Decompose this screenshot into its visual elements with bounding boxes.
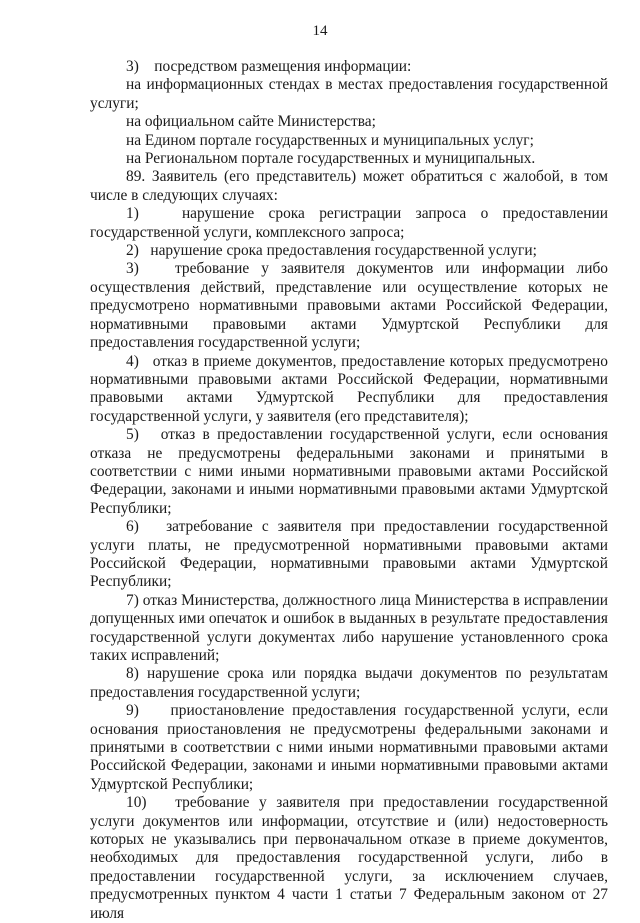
paragraph: на Региональном портале государственных и муниципальных. — [126, 150, 536, 168]
paragraph: 8) нарушение срока или порядка выдачи документов по результатам предоставления государственной услуги; — [90, 665, 608, 701]
paragraph: 4) отказ в приеме документов, предоставление которых предусмотрено нормативными правовыми актами Российской Федерации, нормативными правовыми актами Удмуртской Республики для предоставления государственной услуги, у заявителя (его представителя); — [90, 352, 608, 425]
paragraph: 3) посредством размещения информации: — [126, 58, 412, 75]
paragraph: 6) затребование с заявителя при предоставлении государственной услуги платы, не предусмотренной нормативными правовыми актами Российской Федерации, нормативными правовыми актами Удмуртской Республики; — [90, 518, 608, 591]
paragraph: на Едином портале государственных и муниципальных услуг; — [126, 131, 534, 149]
paragraph: 10) требование у заявителя при предоставлении государственной услуги документов или информации, отсутствие и (или) недостоверность которых не указывались при первоначальном отказе в приеме документов, необходимых для предоставления государственной услуги, либо в предоставлении государственной услуги, за исключением случаев, предусмотренных пунктом 4 части 1 статьи 7 Федеральным законом от 27 июля — [90, 794, 608, 922]
paragraph: 1) нарушение срока регистрации запроса о предоставлении государственной услуги, комплексного запроса; — [90, 205, 608, 241]
paragraph: 5) отказ в предоставлении государственной услуги, если основания отказа не предусмотрены федеральными законами и принятыми в соответствии с ними иными нормативными правовыми актами Российской Федерации, законами и иными нормативными правовыми актами Удмуртской Республики; — [90, 426, 608, 517]
document-body — [90, 58, 608, 923]
paragraph: 89. Заявитель (его представитель) может обратиться с жалобой, в том числе в следующих случаях: — [90, 168, 608, 204]
paragraph: на информационных стендах в местах предоставления государственной услуги; — [90, 76, 608, 112]
paragraph: 3) требование у заявителя документов или информации либо осуществления действий, представление или осуществление которых не предусмотрено нормативными правовыми актами Российской Федерации, нормативными правовыми актами Удмуртской Республики для предоставления государственной услуги; — [90, 260, 608, 352]
paragraph: 9) приостановление предоставления государственной услуги, если основания приостановления не предусмотрены федеральными законами и принятыми в соответствии с ними иными нормативными правовыми актами Российской Федерации, законами и иными нормативными правовыми актами Удмуртской Республики; — [90, 702, 608, 793]
page-number: 14 — [312, 23, 328, 39]
paragraph: 7) отказ Министерства, должностного лица Министерства в исправлении допущенных ими опечаток и ошибок в выданных в результате предоставления государственной услуги документах либо нарушение установленного срока таких исправлений; — [90, 591, 608, 664]
paragraph: на официальном сайте Министерства; — [126, 113, 376, 131]
paragraph: 2) нарушение срока предоставления государственной услуги; — [126, 242, 537, 260]
